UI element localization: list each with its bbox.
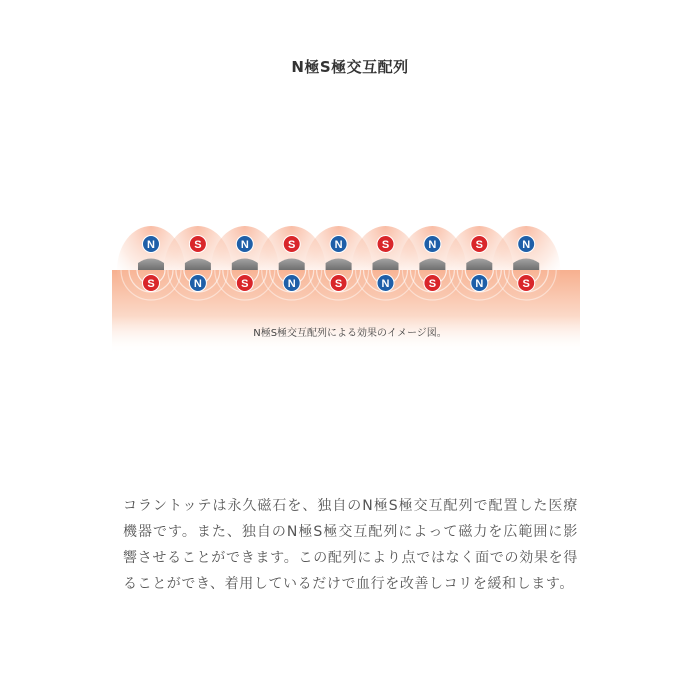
svg-text:S: S (147, 278, 155, 290)
pole-bottom-s (518, 275, 535, 292)
svg-text:S: S (334, 278, 343, 290)
pole-bottom-s (236, 275, 253, 292)
svg-text:S: S (241, 278, 249, 290)
svg-text:N: N (193, 278, 202, 290)
svg-text:S: S (428, 278, 437, 290)
svg-text:S: S (288, 239, 296, 251)
svg-text:N: N (147, 239, 155, 251)
pole-top-s (283, 236, 300, 253)
pole-top-n (518, 236, 535, 253)
description-paragraph: コラントッテは永久磁石を、独自のN極S極交互配列で配置した医療機器です。また、独自のN極S極交互配列によって磁力を広範囲に影響させることができます。この配列により点ではなく面での効果を得ることができ、着用しているだけで血行を改善しコリを緩和します。 (123, 498, 578, 592)
pole-bottom-s (143, 275, 160, 292)
pole-top-n (330, 236, 347, 253)
svg-text:N: N (334, 239, 343, 251)
pole-bottom-n (283, 275, 300, 292)
svg-text:N: N (522, 239, 531, 251)
svg-text:N: N (428, 239, 437, 251)
pole-bottom-s (424, 275, 441, 292)
svg-text:N: N (287, 278, 296, 290)
svg-text:S: S (194, 239, 202, 251)
pole-bottom-s (330, 275, 347, 292)
svg-text:S: S (475, 239, 483, 251)
pole-top-s (377, 236, 394, 253)
pole-top-n (424, 236, 441, 253)
pole-top-n (143, 236, 160, 253)
pole-top-s (189, 236, 206, 253)
pole-top-n (236, 236, 253, 253)
pole-bottom-n (471, 275, 488, 292)
svg-text:N: N (475, 278, 484, 290)
diagram-caption: N極S極交互配列による効果のイメージ図。 (253, 328, 447, 339)
svg-text:S: S (381, 239, 390, 251)
svg-text:N: N (240, 239, 249, 251)
pole-bottom-n (189, 275, 206, 292)
pole-bottom-n (377, 275, 394, 292)
pole-top-s (471, 236, 488, 253)
svg-text:N: N (381, 278, 390, 290)
page-title: N極S極交互配列 (291, 58, 409, 76)
svg-text:S: S (522, 278, 530, 290)
